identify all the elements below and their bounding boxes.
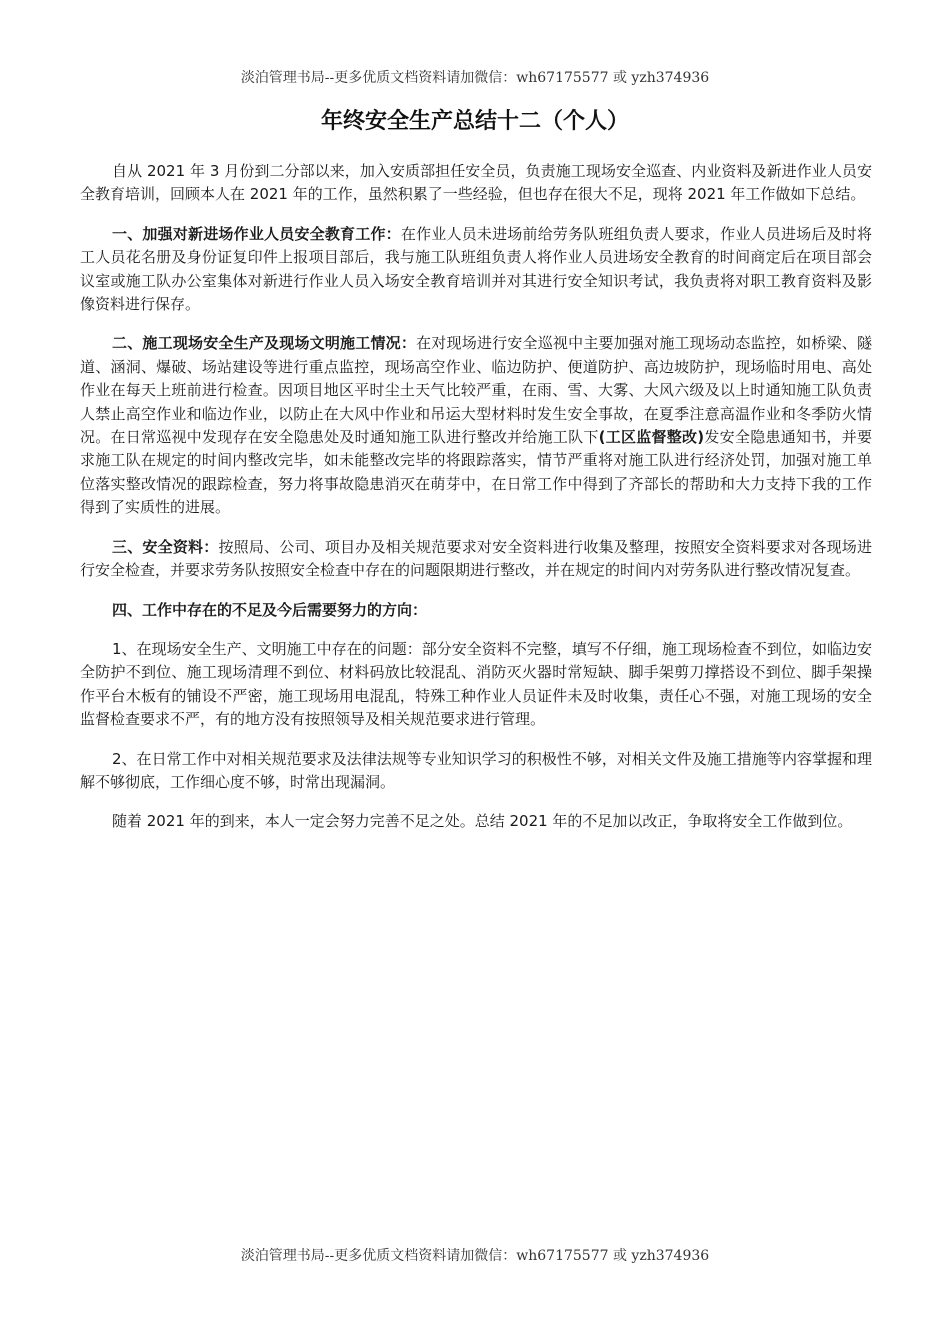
document-body: [80, 160, 872, 850]
section-3-paragraph: [80, 536, 872, 583]
section-4-heading: 四、工作中存在的不足及今后需要努力的方向：: [112, 600, 428, 619]
section-3-heading: 三、安全资料：: [112, 537, 219, 556]
section-2-emphasis: (工区监督整改): [598, 428, 705, 447]
page-title: 年终安全生产总结十二（个人）: [320, 109, 629, 134]
header-watermark-note: 淡泊管理书局--更多优质文档资料请加微信：wh67175577 或 yzh374936: [240, 70, 710, 86]
closing-paragraph: 随着 2021 年的到来，本人一定会努力完善不足之处。总结 2021 年的不足加以改正，争取将安全工作做到位。: [112, 812, 853, 831]
intro-paragraph: 自从 2021 年 3 月份到二分部以来，加入安质部担任安全员，负责施工现场安全巡查、内业资料及新进作业人员安全教育培训，回顾本人在 2021 年的工作，虽然积累了一些经验，但也存在很大不足，现将 2021 年工作做如下总结。: [80, 162, 872, 204]
section-1-paragraph: [80, 223, 872, 317]
section-2-text-a: 在对现场进行安全巡视中主要加强对施工现场动态监控，如桥梁、隧道、涵洞、爆破、场站建设等进行重点监控，现场高空作业、临边防护、便道防护、高边坡防护，现场临时用电、高处作业在每天上班前进行检查。因项目地区平时尘土天气比较严重，在雨、雪、大雾、大风六级及以上时通知施工队负责人禁止高空作业和临边作业，以防止在大风中作业和吊运大型材料时发生安全事故，在夏季注意高温作业和冬季防火情况。在日常巡视中发现存在安全隐患处及时通知施工队进行整改并给施工队下: [80, 334, 872, 447]
footer-watermark-note: 淡泊管理书局--更多优质文档资料请加微信：wh67175577 或 yzh374936: [240, 1248, 710, 1264]
section-1-text: 在作业人员未进场前给劳务队班组负责人要求，作业人员进场后及时将工人员花名册及身份证复印件上报项目部后，我与施工队班组负责人将作业人员进场安全教育的时间商定后在项目部会议室或施工队办公室集体对新进行作业人员入场安全教育培训并对其进行安全知识考试，我负责将对职工教育资料及影像资料进行保存。: [80, 224, 872, 314]
section-3-text: 按照局、公司、项目办及相关规范要求对安全资料进行收集及整理，按照安全资料要求对各现场进行安全检查，并要求劳务队按照安全检查中存在的问题限期进行整改，并在规定的时间内对劳务队进行整改情况复查。: [80, 537, 872, 580]
section-4-item-2: 2、在日常工作中对相关规范要求及法律法规等专业知识学习的积极性不够，对相关文件及施工措施等内容掌握和理解不够彻底，工作细心度不够，时常出现漏洞。: [80, 749, 872, 791]
section-1-heading: 一、加强对新进场作业人员安全教育工作：: [112, 224, 401, 243]
section-4-heading-paragraph: [80, 599, 872, 622]
section-2-paragraph: [80, 332, 872, 519]
section-2-text-b: 发安全隐患通知书，并要求施工队在规定的时间内整改完毕，如未能整改完毕的将跟踪落实，情节严重将对施工队进行经济处罚，加强对施工单位落实整改情况的跟踪检查，努力将事故隐患消灭在萌芽中，在日常工作中得到了齐部长的帮助和大力支持下我的工作得到了实质性的进展。: [80, 428, 872, 517]
section-2-heading: 二、施工现场安全生产及现场文明施工情况：: [112, 334, 417, 353]
section-4-item-1: 1、在现场安全生产、文明施工中存在的问题：部分安全资料不完整，填写不仔细，施工现场检查不到位，如临边安全防护不到位、施工现场清理不到位、材料码放比较混乱、消防灭火器时常短缺、脚手架剪刀撑搭设不到位、脚手架操作平台木板有的铺设不严密，施工现场用电混乱，特殊工种作业人员证件未及时收集，责任心不强，对施工现场的安全监督检查要求不严，有的地方没有按照领导及相关规范要求进行管理。: [80, 639, 872, 729]
